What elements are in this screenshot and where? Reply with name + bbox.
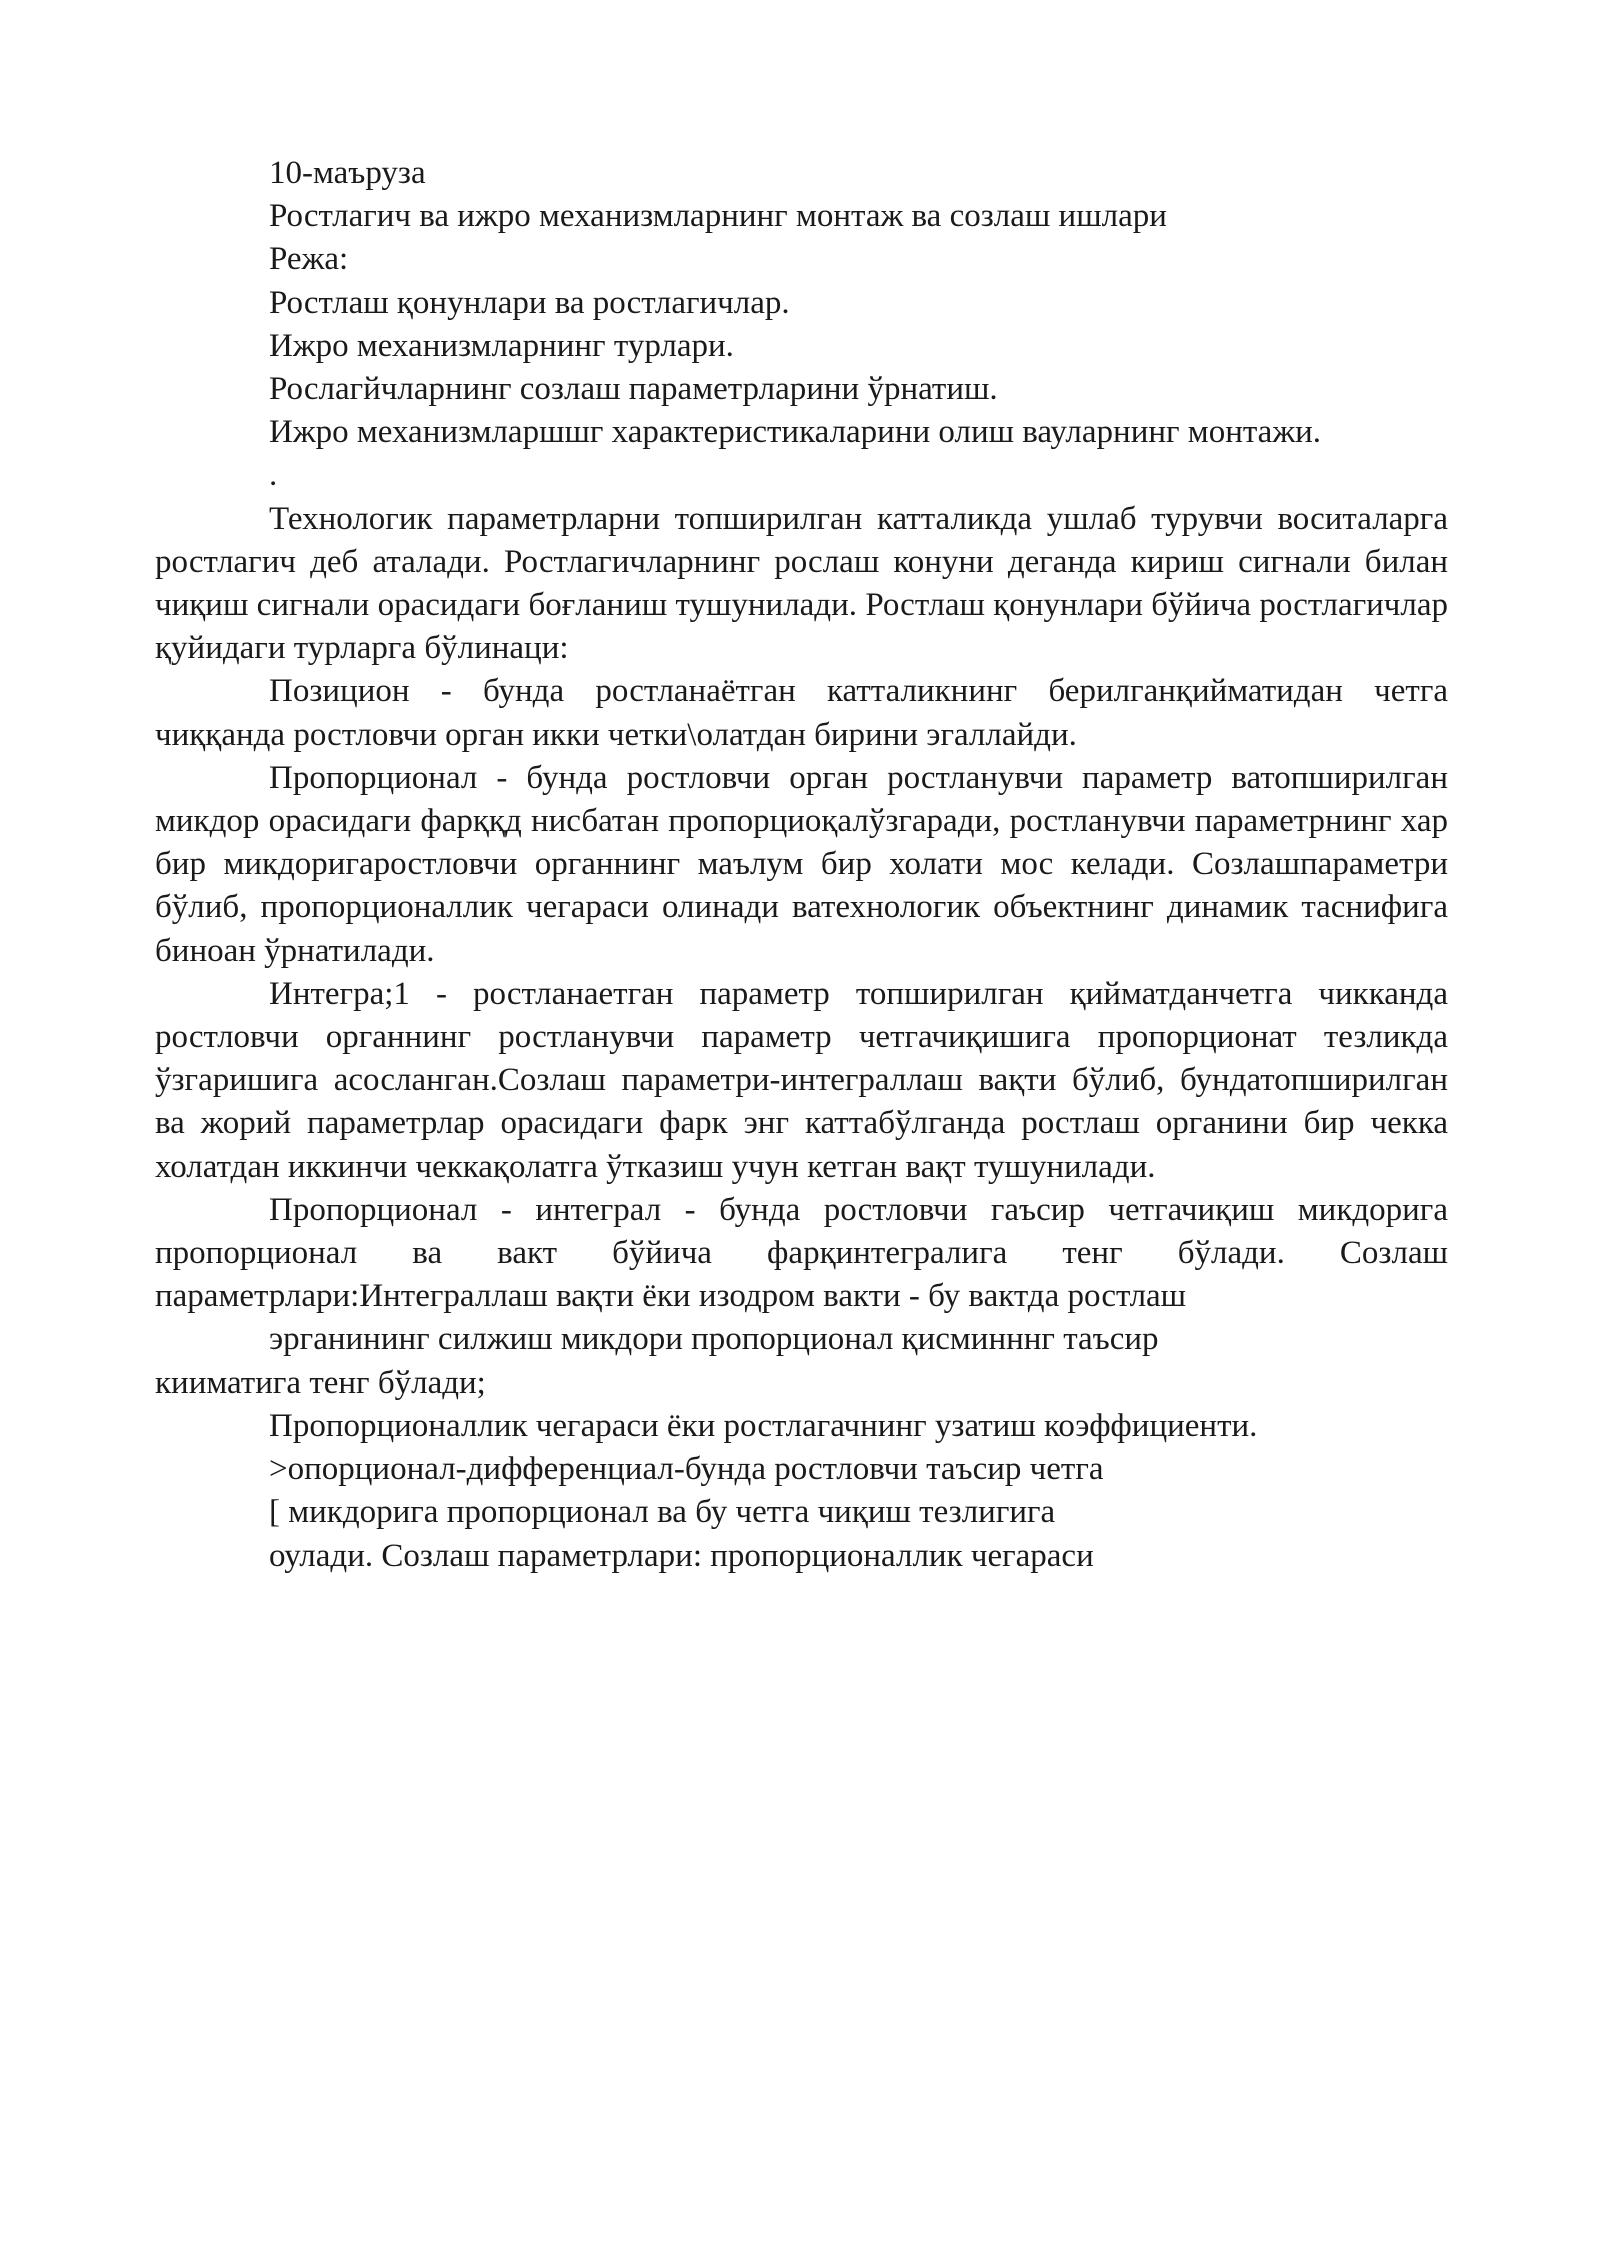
plan-item-4: Ижро механизмларшшг характеристикаларини олиш вауларнинг монтажи. <box>269 414 1322 451</box>
document-body <box>155 152 1448 1578</box>
lecture-number: 10-маъруза <box>269 155 426 191</box>
plan-label: Режа: <box>269 241 349 278</box>
separator-dot: . <box>269 457 278 494</box>
trailing-line-1: Пропорционаллик чегараси ёки ростлагачнинг узатиш коэффициенти. <box>269 1407 1258 1444</box>
trailing-line-3: [ микдорига пропорционал ва бу четга чиқиш тезлигига <box>269 1494 1056 1531</box>
lecture-title: Ростлагич ва ижро механизмларнинг монтаж ва созлаш ишлари <box>269 198 1167 235</box>
trailing-line-2: >опорционал-дифференциал-бунда ростловчи таъсир четга <box>269 1451 1104 1488</box>
continuation-tail: кииматига тенг бўлади; <box>155 1364 486 1401</box>
trailing-line-4: оулади. Созлаш параметрлари: пропорционаллик чегараси <box>269 1537 1094 1574</box>
plan-item-2: Ижро механизмларнинг турлари. <box>269 327 734 364</box>
paragraph-proportional: Пропорционал - бунда ростловчи орган ростланувчи параметр ватопширилган микдор орасидаги фарққд нисбатан пропорциоқалўзгаради, ростланувчи параметрнинг хар бир микдоригаростловчи органнинг маълум бир холати мос келади. Созлашпараметри бўлиб, пропорционаллик чегараси олинади ватехнологик объектнинг динамик таснифига биноан ўрнатилади. <box>155 759 1448 969</box>
paragraph-positional: Позицион - бунда ростланаётган катталикнинг берилганқийматидан четга чиққанда ростловчи орган икки четки\олатдан бирини эгаллайди. <box>155 673 1448 753</box>
continuation-line: эрганининг силжиш микдори пропорционал қисминннг таъсир <box>269 1321 1159 1358</box>
paragraph-proportional-integral: Пропорционал - интеграл - бунда ростловчи гаъсир четгачиқиш микдорига пропорционал ва вакт бўйича фарқинтегралига тенг бўлади. Созлаш параметрлари:Интеграллаш вақти ёки изодром вакти - бу вактда ростлаш <box>155 1191 1448 1315</box>
paragraph-integral: Интегра;1 - ростланаетган параметр топширилган қийматданчетга чикканда ростловчи органнинг ростланувчи параметр четгачиқишига пропорционат тезликда ўзгаришига асосланган.Созлаш параметри-интеграллаш вақти бўлиб, бундатопширилган ва жорий параметрлар орасидаги фарк энг каттабўлганда ростлаш органини бир чекка холатдан иккинчи чеккақолатга ўтказиш учун кетган вақт тушунилади. <box>155 975 1448 1185</box>
paragraph-definition: Технологик параметрларни топширилган катталикда ушлаб турувчи воситаларга ростлагич деб аталади. Ростлагичларнинг рослаш конуни деганда кириш сигнали билан чиқиш сигнали орасидаги боғланиш тушунилади. Ростлаш қонунлари бўйича ростлагичлар қуйидаги турларга бўлинаци: <box>155 500 1448 667</box>
plan-item-1: Ростлаш қонунлари ва ростлагичлар. <box>269 284 790 321</box>
plan-item-3: Рослагйчларнинг созлаш параметрларини ўрнатиш. <box>269 371 998 408</box>
